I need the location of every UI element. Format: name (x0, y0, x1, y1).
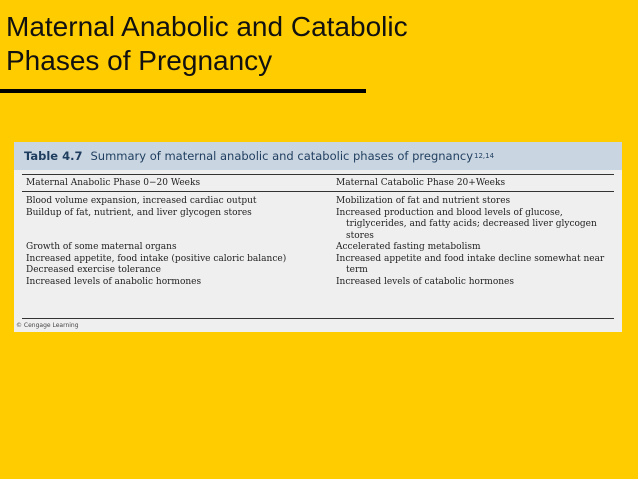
catabolic-column (336, 196, 604, 288)
table-caption (14, 142, 622, 170)
catabolic-row: Accelerated fasting metabolism (336, 242, 481, 252)
anabolic-row: Increased appetite, food intake (positive caloric balance) (26, 253, 287, 264)
table-caption-text: Summary of maternal anabolic and catabolic phases of pregnancy (90, 149, 473, 163)
table-header-rule (22, 191, 614, 192)
anabolic-row: Blood volume expansion, increased cardiac output (26, 196, 257, 206)
catabolic-column-header: Maternal Catabolic Phase 20+Weeks (336, 178, 506, 188)
summary-table (14, 142, 622, 332)
table-bottom-rule (22, 318, 614, 319)
anabolic-row: Decreased exercise tolerance (26, 265, 161, 275)
catabolic-row: Mobilization of fat and nutrient stores (336, 196, 511, 206)
anabolic-row: Buildup of fat, nutrient, and liver glycogen stores (26, 207, 252, 218)
anabolic-row: Increased levels of anabolic hormones (26, 276, 202, 287)
catabolic-row: Increased appetite and food intake decline somewhat near (336, 253, 605, 264)
catabolic-row: Increased levels of catabolic hormones (336, 276, 514, 287)
catabolic-row: stores (346, 230, 374, 241)
catabolic-row: term (346, 265, 368, 275)
anabolic-column (26, 196, 286, 288)
anabolic-row: Growth of some maternal organs (26, 242, 177, 252)
anabolic-column-header: Maternal Anabolic Phase 0−20 Weeks (26, 178, 201, 188)
table-top-rule (22, 174, 614, 175)
slide-title-line-1: Maternal Anabolic and Catabolic (6, 11, 408, 42)
title-underline (0, 89, 366, 93)
table-caption-refs: 12,14 (474, 152, 495, 160)
slide-title-line-2: Phases of Pregnancy (6, 45, 273, 76)
slide-title (6, 10, 408, 78)
table-credit: © Cengage Learning (16, 322, 79, 329)
catabolic-row: triglycerides, and fatty acids; decreased liver glycogen (346, 219, 597, 229)
catabolic-row: Increased production and blood levels of glucose, (336, 207, 563, 218)
table-number: Table 4.7 (24, 149, 83, 163)
